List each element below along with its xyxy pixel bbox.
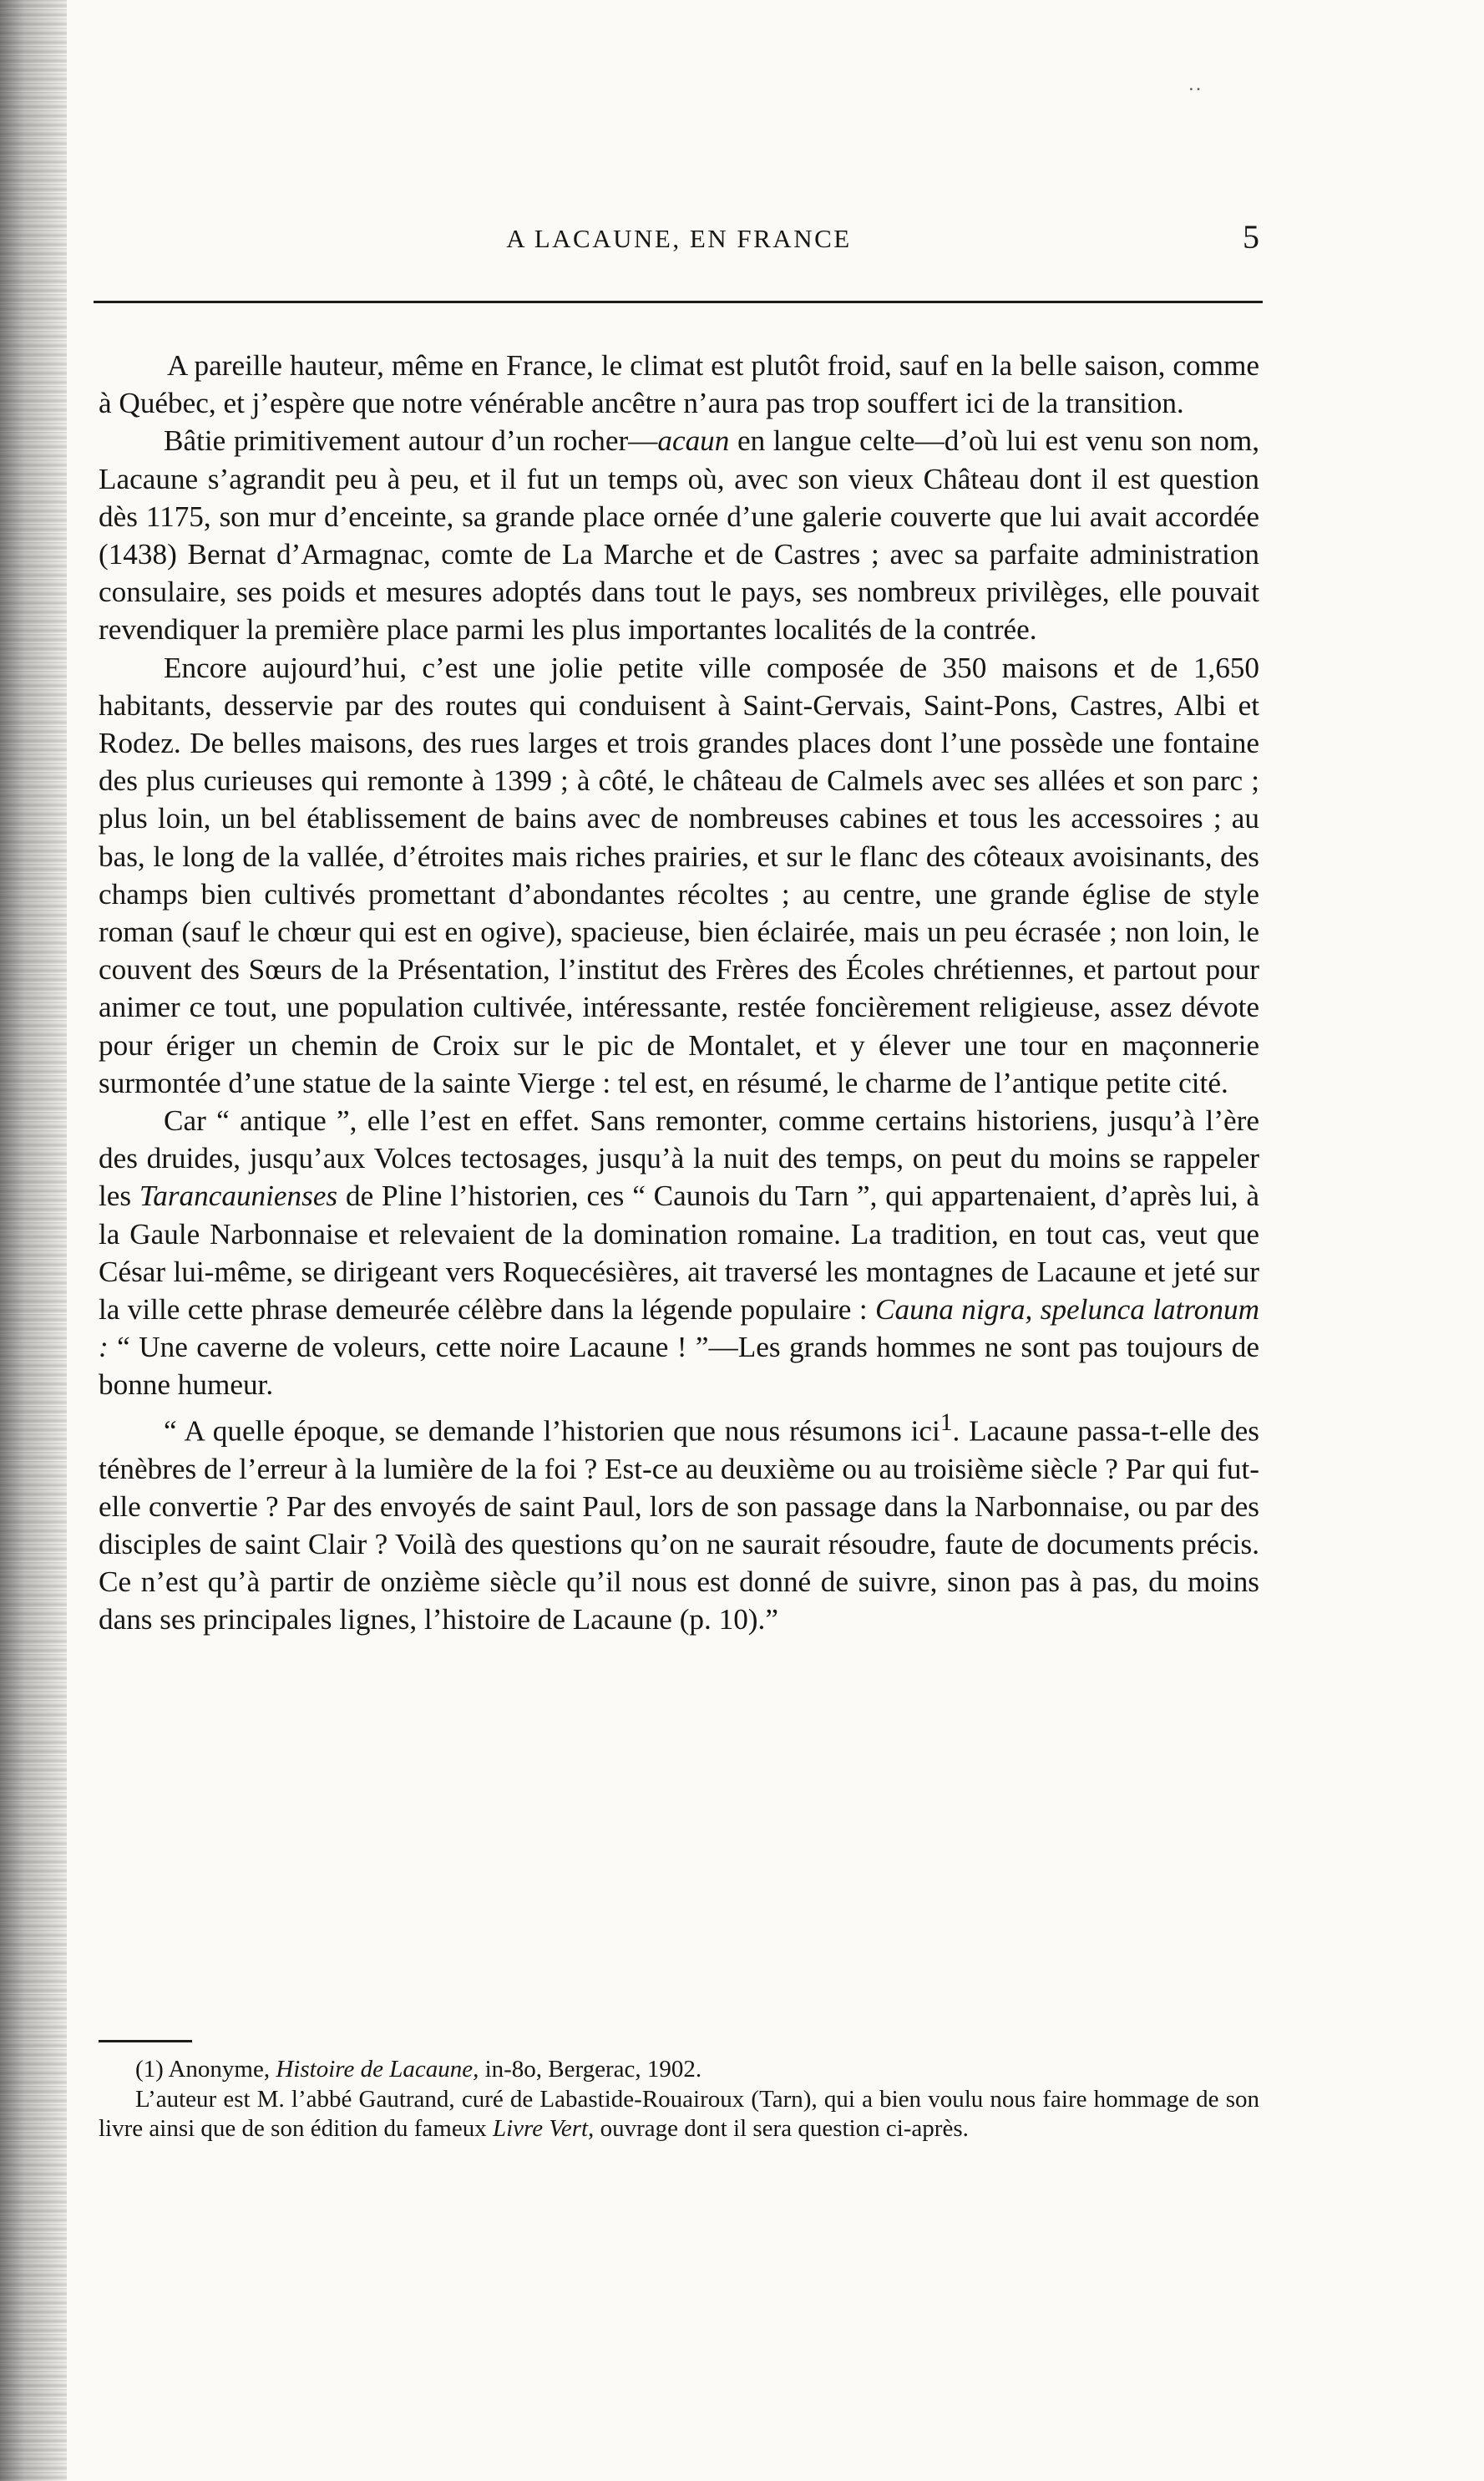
paragraph-2: Bâtie primitivement autour d’un rocher—acaun en langue celte—d’où lui est venu son nom, Lacaune s’agrandit peu à peu, et il fut un temps où, avec son vieux Château dont il est question dès 1175, son mur d’enceinte, sa grande place ornée d’une galerie couverte que lui avait accordée (1438) Bernat d’Armagnac, comte de La Marche et de Castres ; avec sa parfaite administration consulaire, ses poids et mesures adoptés dans tout le pays, ses nombreux privilèges, elle pouvait revendiquer la première place parmi les plus importantes localités de la contrée. [99,424,1259,647]
paragraph-5: “ A quelle époque, se demande l’historien que nous résumons ici$^1$. Lacaune passa-t-elle des ténèbres de l’erreur à la lumière de la foi ? Est-ce au deuxième ou au troisième siècle ? Par qui fut-elle convertie ? Par des envoyés de saint Paul, lors de son passage dans la Narbonnaise, ou par des disciples de saint Clair ? Voilà des questions qu’on ne saurait résoudre, faute de documents précis. Ce n’est qu’à partir de onzième siècle qu’il nous est donné de suivre, sinon pas à pas, du moins dans ses principales lignes, l’histoire de Lacaune (p. 10).” [99,1408,1259,1636]
footnote-1: (1) Anonyme, Histoire de Lacaune, in-8o, Bergerac, 1902. [135,2056,702,2083]
running-title: A LACAUNE, EN FRANCE [506,224,852,253]
page-binding-edge [0,0,67,2481]
page-number: 5 [1243,218,1259,256]
running-header [99,218,1259,266]
footnotes [99,2055,1259,2144]
footnote-rule [99,2040,192,2042]
paragraph-1: A pareille hauteur, même en France, le climat est plutôt froid, sauf en la belle saison, comme à Québec, et j’espère que notre vénérable ancêtre n’aura pas trop souffert ici de la transition. [99,349,1259,420]
body-text [99,347,1259,1639]
header-rule [94,301,1263,303]
scan-speck: ˙˙ [1188,84,1203,108]
footnote-reference: 1 [940,1408,953,1436]
footnote-2: L’auteur est M. l’abbé Gautrand, curé de Labastide-Rouairoux (Tarn), qui a bien voulu nous faire hommage de son livre ainsi que de son édition du fameux Livre Vert, ouvrage dont il sera question ci-après. [99,2085,1259,2142]
paragraph-3: Encore aujourd’hui, c’est une jolie petite ville composée de 350 maisons et de 1,650 habitants, desservie par des routes qui conduisent à Saint-Gervais, Saint-Pons, Castres, Albi et Rodez. De belles maisons, des rues larges et trois grandes places dont l’une possède une fontaine des plus curieuses qui remonte à 1399 ; à côté, le château de Calmels avec ses allées et son parc ; plus loin, un bel établissement de bains avec de nombreuses cabines et tous les accessoires ; au bas, le long de la vallée, d’étroites mais riches prairies, et sur le flanc des côteaux avoisinants, des champs bien cultivés promettant d’abondantes récoltes ; au centre, une grande église de style roman (sauf le chœur qui est en ogive), spacieuse, bien éclairée, mais un peu écrasée ; non loin, le couvent des Sœurs de la Présentation, l’institut des Frères des Écoles chrétiennes, et partout pour animer ce tout, une population cultivée, intéressante, restée foncièrement religieuse, assez dévote pour ériger un chemin de Croix sur le pic de Montalet, et y élever une tour en maçonnerie surmontée d’une statue de la sainte Vierge : tel est, en résumé, le charme de l’antique petite cité. [99,651,1259,1099]
paragraph-4: Car “ antique ”, elle l’est en effet. Sans remonter, comme certains historiens, jusqu’à l’ère des druides, jusqu’aux Volces tectosages, jusqu’à la nuit des temps, on peut du moins se rappeler les Tarancaunienses de Pline l’historien, ces “ Caunois du Tarn ”, qui appartenaient, d’après lui, à la Gaule Narbonnaise et relevaient de la domination romaine. La tradition, en tout cas, veut que César lui-même, se dirigeant vers Roquecésières, ait traversé les montagnes de Lacaune et jeté sur la ville cette phrase demeurée célèbre dans la légende populaire : Cauna nigra, spelunca latronum : “ Une caverne de voleurs, cette noire Lacaune ! ”—Les grands hommes ne sont pas toujours de bonne humeur. [99,1104,1259,1402]
